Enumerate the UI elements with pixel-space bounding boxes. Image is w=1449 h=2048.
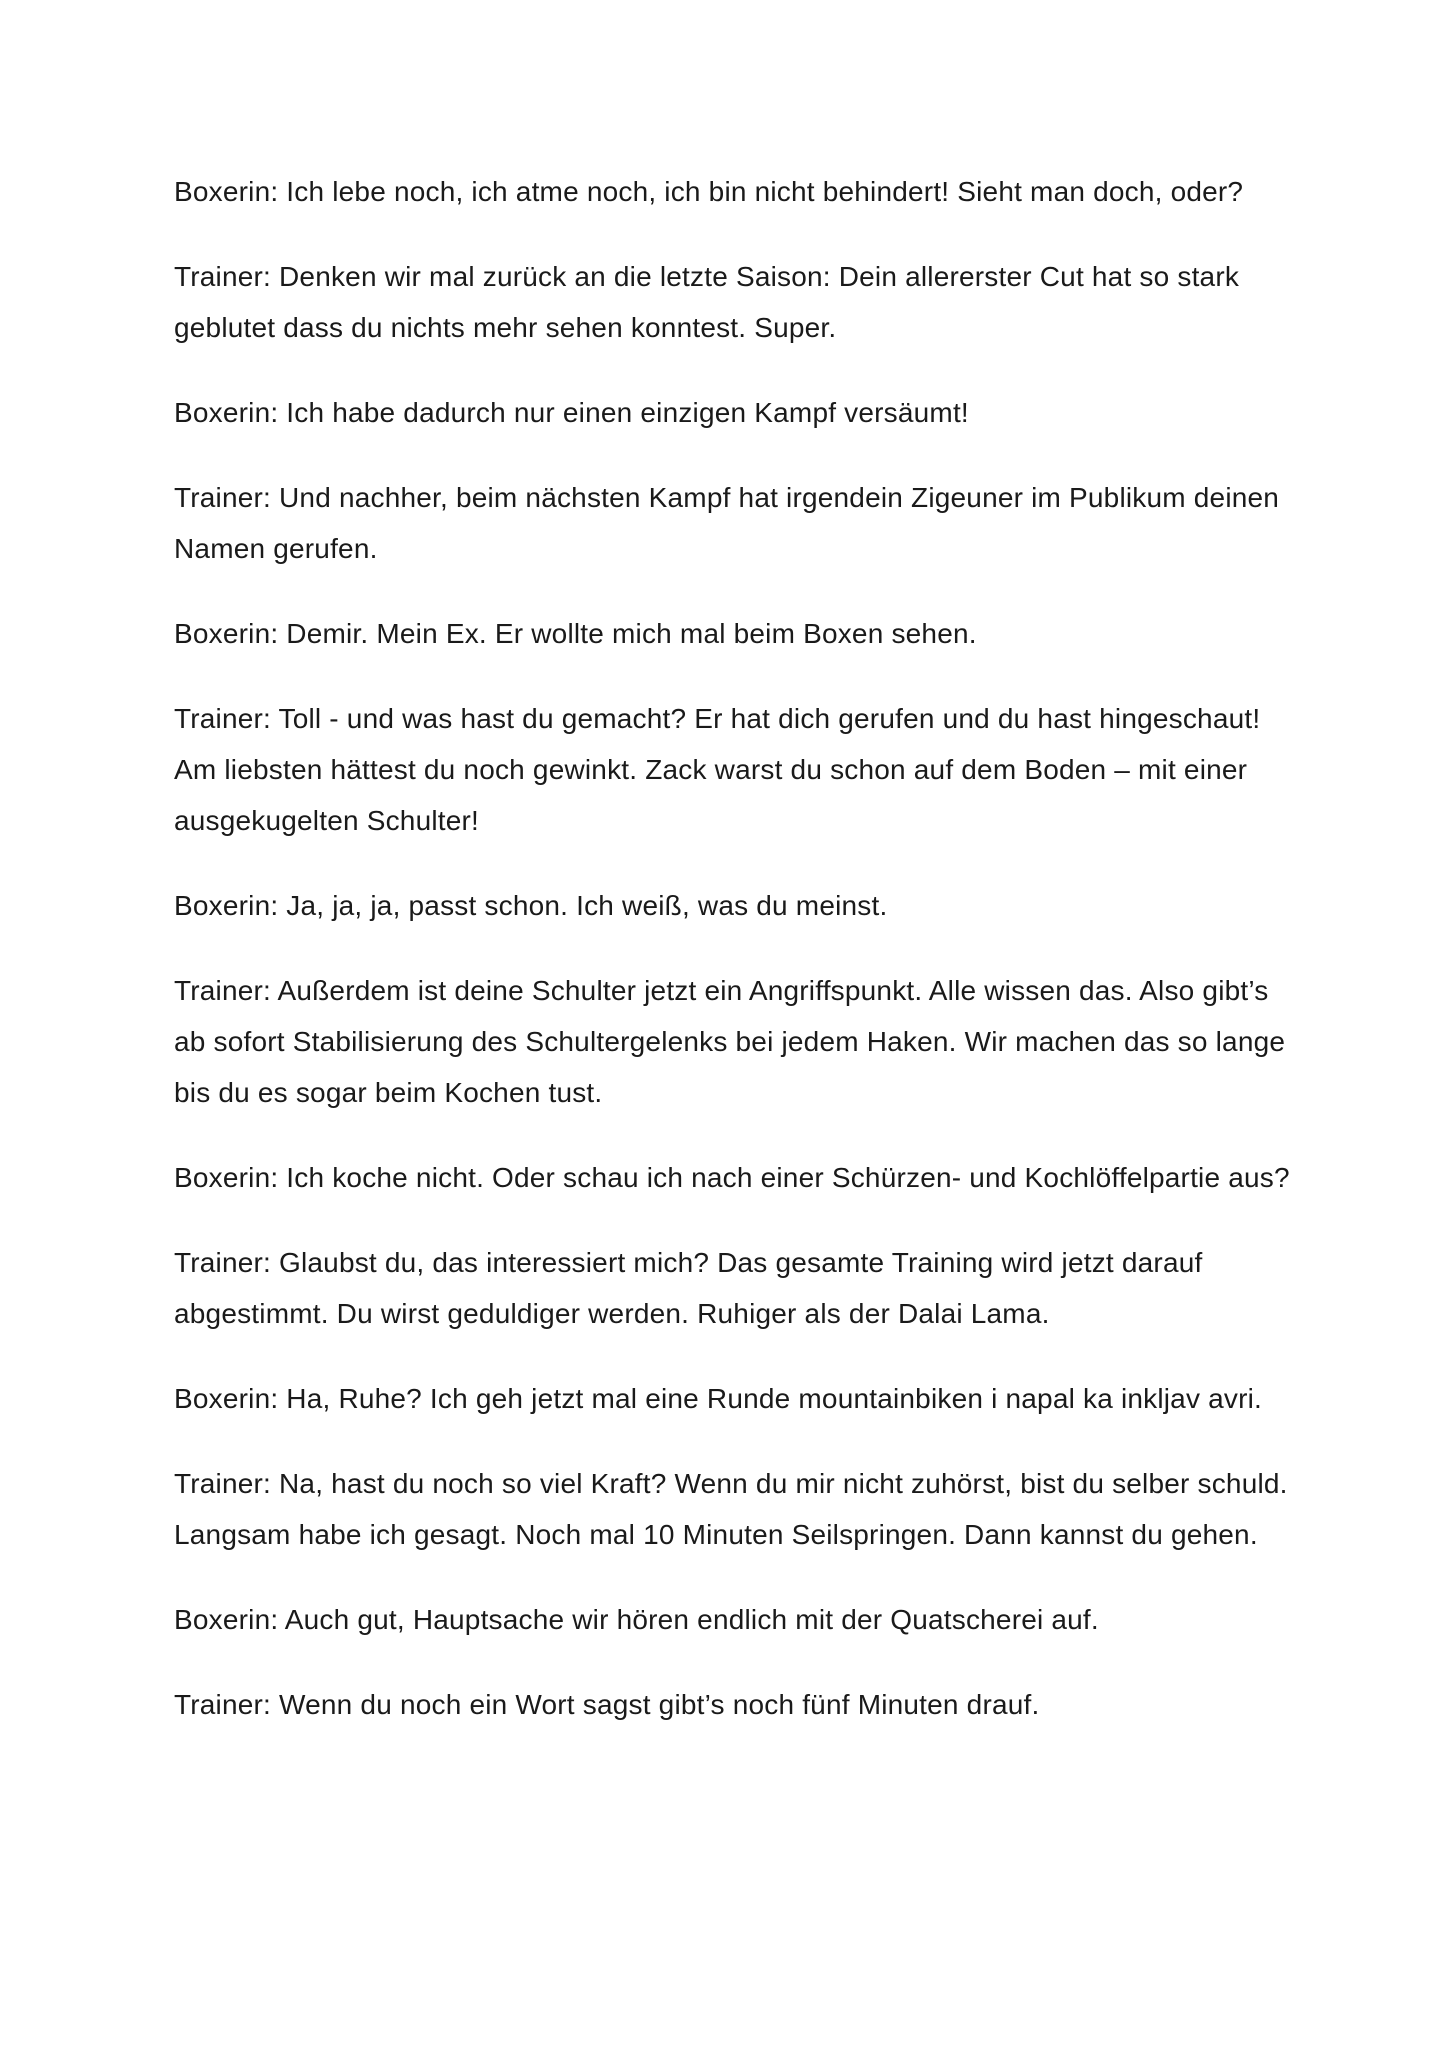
dialogue-line-trainer: Trainer: Glaubst du, das interessiert mich? Das gesamte Training wird jetzt darauf abgestimmt. Du wirst geduldiger werden. Ruhiger als der Dalai Lama. — [174, 1247, 1203, 1329]
dialogue-line-trainer: Trainer: Na, hast du noch so viel Kraft? Wenn du mir nicht zuhörst, bist du selber schuld. Langsam habe ich gesagt. Noch mal 10 Minuten Seilspringen. Dann kannst du gehen. — [174, 1468, 1288, 1550]
dialogue-line-boxerin: Boxerin: Ich koche nicht. Oder schau ich nach einer Schürzen- und Kochlöffelpartie aus? — [174, 1162, 1290, 1193]
dialogue-text — [174, 166, 1294, 1764]
dialogue-line-boxerin: Boxerin: Ja, ja, ja, passt schon. Ich weiß, was du meinst. — [174, 890, 888, 921]
dialogue-line-trainer: Trainer: Wenn du noch ein Wort sagst gibt’s noch fünf Minuten drauf. — [174, 1689, 1040, 1720]
dialogue-line-trainer: Trainer: Außerdem ist deine Schulter jetzt ein Angriffspunkt. Alle wissen das. Also gibt’s ab sofort Stabilisierung des Schultergelenks bei jedem Haken. Wir machen das so lange bis du es sogar beim Kochen tust. — [174, 975, 1286, 1108]
dialogue-line-boxerin: Boxerin: Ich habe dadurch nur einen einzigen Kampf versäumt! — [174, 397, 969, 428]
dialogue-line-trainer: Trainer: Denken wir mal zurück an die letzte Saison: Dein allererster Cut hat so stark geblutet dass du nichts mehr sehen konntest. Super. — [174, 261, 1240, 343]
dialogue-line-boxerin: Boxerin: Auch gut, Hauptsache wir hören endlich mit der Quatscherei auf. — [174, 1604, 1099, 1635]
dialogue-line-trainer: Trainer: Toll - und was hast du gemacht? Er hat dich gerufen und du hast hingeschaut! Am liebsten hättest du noch gewinkt. Zack warst du schon auf dem Boden – mit einer ausgekugelten Schulter! — [174, 703, 1261, 836]
dialogue-line-boxerin: Boxerin: Ha, Ruhe? Ich geh jetzt mal eine Runde mountainbiken i napal ka inkljav avri. — [174, 1383, 1263, 1414]
dialogue-line-boxerin: Boxerin: Ich lebe noch, ich atme noch, ich bin nicht behindert! Sieht man doch, oder? — [174, 176, 1244, 207]
dialogue-line-boxerin: Boxerin: Demir. Mein Ex. Er wollte mich mal beim Boxen sehen. — [174, 618, 977, 649]
dialogue-line-trainer: Trainer: Und nachher, beim nächsten Kampf hat irgendein Zigeuner im Publikum deinen Namen gerufen. — [174, 482, 1280, 564]
